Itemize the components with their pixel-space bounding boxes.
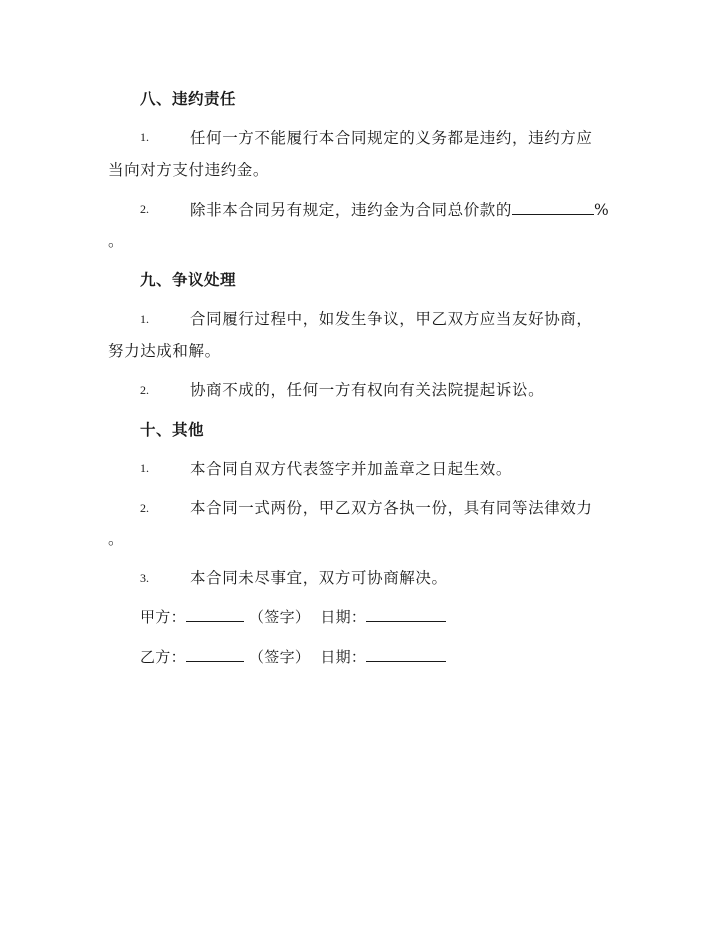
item-text-line2: 。 [108,530,125,548]
item-text-line1: 合同履行过程中，如发生争议，甲乙双方应当友好协商， [190,310,593,328]
item-text-line2: 。 [108,232,125,250]
item-number: 3. [140,571,149,585]
item-text-line1: 本合同自双方代表签字并加盖章之日起生效。 [190,460,513,478]
item-text-line1: 本合同一式两份，甲乙双方各执一份，具有同等法律效力 [190,499,593,517]
section-heading-other: 十、其他 [140,420,205,439]
item-text-line1 [190,198,609,220]
item-text-line1: 协商不成的，任何一方有权向有关法院提起诉讼。 [190,381,545,399]
item-number: 1. [140,461,149,475]
item-number: 1. [140,130,149,144]
signature-blank [186,647,244,662]
item-number: 2. [140,383,149,397]
item-text-prefix: 除非本合同另有规定，违约金为合同总价款的 [190,201,513,219]
fill-in-blank-percentage [512,200,594,215]
date-label: 日期： [320,608,367,626]
date-blank [366,607,446,622]
item-number: 1. [140,312,149,326]
item-text-line1: 本合同未尽事宜，双方可协商解决。 [190,569,448,587]
sign-label: （签字） [248,608,311,626]
party-label: 甲方： [140,608,186,626]
item-text-line2: 努力达成和解。 [108,342,221,360]
item-text-line1: 任何一方不能履行本合同规定的义务都是违约，违约方应 [190,129,593,147]
item-text-line2: 当向对方支付违约金。 [108,161,270,179]
section-heading-breach: 八、违约责任 [140,89,237,108]
signature-line-party-a [140,606,446,627]
party-label: 乙方： [140,648,186,666]
date-blank [366,647,446,662]
sign-label: （签字） [248,648,311,666]
percent-sign: % [594,201,610,219]
signature-line-party-b [140,646,446,667]
item-number: 2. [140,501,149,515]
item-number: 2. [140,202,149,216]
signature-blank [186,607,244,622]
section-heading-dispute: 九、争议处理 [140,270,237,289]
date-label: 日期： [320,648,367,666]
